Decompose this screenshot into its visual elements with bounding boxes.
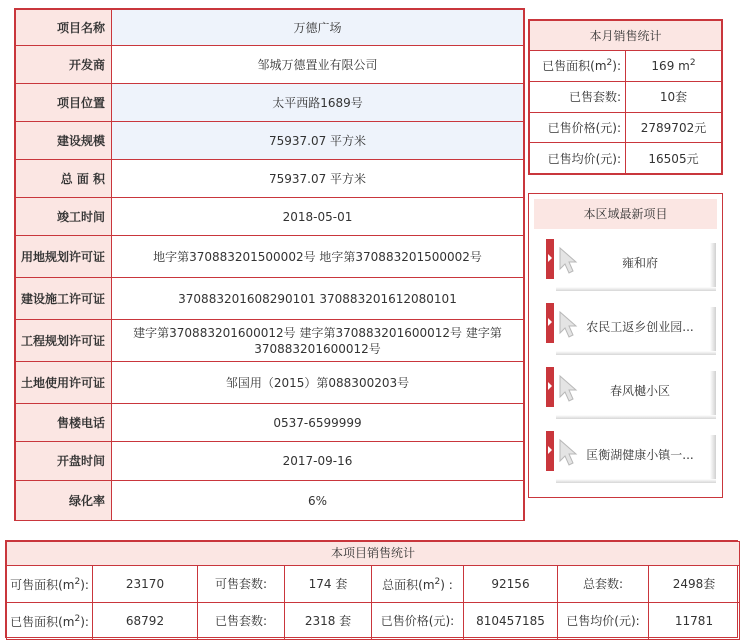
info-value: 370883201608290101 370883201612080101 bbox=[112, 278, 524, 320]
info-row-sales-phone bbox=[16, 404, 524, 442]
monthly-sales-title: 本月销售统计 bbox=[530, 21, 722, 51]
info-label: 开盘时间 bbox=[16, 442, 112, 481]
info-row-green-rate bbox=[16, 481, 524, 521]
project-sales-panel bbox=[5, 540, 738, 638]
latest-project-name: 春风樾小区 bbox=[609, 384, 670, 398]
sold-price-value: 2789702元 bbox=[626, 112, 722, 143]
info-label: 竣工时间 bbox=[16, 198, 112, 236]
project-info-panel bbox=[14, 8, 525, 521]
red-tab-marker bbox=[546, 431, 554, 471]
info-row-land-plan-permit bbox=[16, 236, 524, 278]
info-row-engineering-permit bbox=[16, 320, 524, 362]
latest-project-name: 匡衡湖健康小镇一... bbox=[586, 448, 694, 462]
latest-project-link[interactable] bbox=[546, 239, 716, 291]
pointer-cursor-icon bbox=[556, 309, 582, 339]
red-tab-marker bbox=[546, 239, 554, 279]
latest-project-link[interactable] bbox=[546, 367, 716, 419]
info-row-construction-permit bbox=[16, 278, 524, 320]
sold-area-value: 68792 bbox=[93, 603, 198, 640]
info-label: 建设规模 bbox=[16, 122, 112, 160]
info-value: 2017-09-16 bbox=[112, 442, 524, 481]
info-label: 用地规划许可证 bbox=[16, 236, 112, 278]
sold-price-label: 已售价格(元): bbox=[372, 603, 464, 640]
info-value: 邹国用（2015）第088300203号 bbox=[112, 362, 524, 404]
info-label: 工程规划许可证 bbox=[16, 320, 112, 362]
info-label: 售楼电话 bbox=[16, 404, 112, 442]
info-label: 建设施工许可证 bbox=[16, 278, 112, 320]
monthly-sales-table bbox=[529, 20, 722, 174]
sold-area-label: 已售面积$(m^2)$: bbox=[530, 51, 626, 82]
sold-area-label: 已售面积$(m^2)$: bbox=[7, 603, 93, 640]
sold-units-label: 已售套数: bbox=[198, 603, 285, 640]
available-area-value: 23170 bbox=[93, 566, 198, 603]
sold-units-value: 10套 bbox=[626, 81, 722, 112]
info-value: 太平西路1689号 bbox=[112, 84, 524, 122]
available-units-value: 174 套 bbox=[285, 566, 372, 603]
latest-project-link[interactable] bbox=[546, 431, 716, 483]
sold-area-value: 169 $m^2$ bbox=[626, 51, 722, 82]
info-label: 项目位置 bbox=[16, 84, 112, 122]
monthly-sales-panel bbox=[528, 19, 723, 175]
info-row-location bbox=[16, 84, 524, 122]
project-sales-title: 本项目销售统计 bbox=[7, 542, 740, 566]
avg-price-value: 11781 bbox=[649, 603, 740, 640]
card-shadow bbox=[710, 371, 716, 419]
project-sales-table bbox=[6, 541, 740, 640]
info-value: 万德广场 bbox=[112, 10, 524, 46]
sold-price-value: 810457185 bbox=[464, 603, 558, 640]
pointer-cursor-icon bbox=[556, 373, 582, 403]
available-area-label: 可售面积$(m^2)$: bbox=[7, 566, 93, 603]
pointer-cursor-icon bbox=[556, 245, 582, 275]
info-row-developer bbox=[16, 46, 524, 84]
info-label: 项目名称 bbox=[16, 10, 112, 46]
sold-units-value: 2318 套 bbox=[285, 603, 372, 640]
card-shadow bbox=[556, 415, 716, 419]
red-tab-marker bbox=[546, 367, 554, 407]
card-shadow bbox=[710, 307, 716, 355]
card-shadow bbox=[556, 287, 716, 291]
info-row-name bbox=[16, 10, 524, 46]
sold-price-label: 已售价格(元): bbox=[530, 112, 626, 143]
card-shadow bbox=[710, 243, 716, 291]
info-row-total-area bbox=[16, 160, 524, 198]
info-value: 2018-05-01 bbox=[112, 198, 524, 236]
total-units-label: 总套数: bbox=[558, 566, 649, 603]
info-label: 绿化率 bbox=[16, 481, 112, 521]
card-shadow bbox=[556, 351, 716, 355]
info-row-completion bbox=[16, 198, 524, 236]
latest-projects-title: 本区域最新项目 bbox=[534, 199, 717, 229]
info-value: 建字第370883201600012号 建字第370883201600012号 建字第370883201600012号 bbox=[112, 320, 524, 362]
info-value: 邹城万德置业有限公司 bbox=[112, 46, 524, 84]
info-value: 0537-6599999 bbox=[112, 404, 524, 442]
info-label: 土地使用许可证 bbox=[16, 362, 112, 404]
pointer-cursor-icon bbox=[556, 437, 582, 467]
info-row-land-use-permit bbox=[16, 362, 524, 404]
info-label: 开发商 bbox=[16, 46, 112, 84]
info-label: 总 面 积 bbox=[16, 160, 112, 198]
total-units-value: 2498套 bbox=[649, 566, 740, 603]
latest-project-name: 农民工返乡创业园... bbox=[586, 320, 694, 334]
available-units-label: 可售套数: bbox=[198, 566, 285, 603]
avg-price-label: 已售均价(元): bbox=[558, 603, 649, 640]
info-row-scale bbox=[16, 122, 524, 160]
info-value: 6% bbox=[112, 481, 524, 521]
avg-price-value: 16505元 bbox=[626, 143, 722, 174]
total-area-value: 92156 bbox=[464, 566, 558, 603]
card-shadow bbox=[710, 435, 716, 483]
info-row-opening bbox=[16, 442, 524, 481]
sold-units-label: 已售套数: bbox=[530, 81, 626, 112]
avg-price-label: 已售均价(元): bbox=[530, 143, 626, 174]
info-value: 75937.07 平方米 bbox=[112, 160, 524, 198]
red-tab-marker bbox=[546, 303, 554, 343]
info-value: 75937.07 平方米 bbox=[112, 122, 524, 160]
latest-projects-panel bbox=[528, 193, 723, 498]
project-info-table bbox=[15, 9, 524, 521]
latest-project-link[interactable] bbox=[546, 303, 716, 355]
total-area-label: 总面积$(m^2)$ : bbox=[372, 566, 464, 603]
info-value: 地字第370883201500002号 地字第370883201500002号 bbox=[112, 236, 524, 278]
latest-project-name: 雍和府 bbox=[621, 256, 658, 270]
card-shadow bbox=[556, 479, 716, 483]
